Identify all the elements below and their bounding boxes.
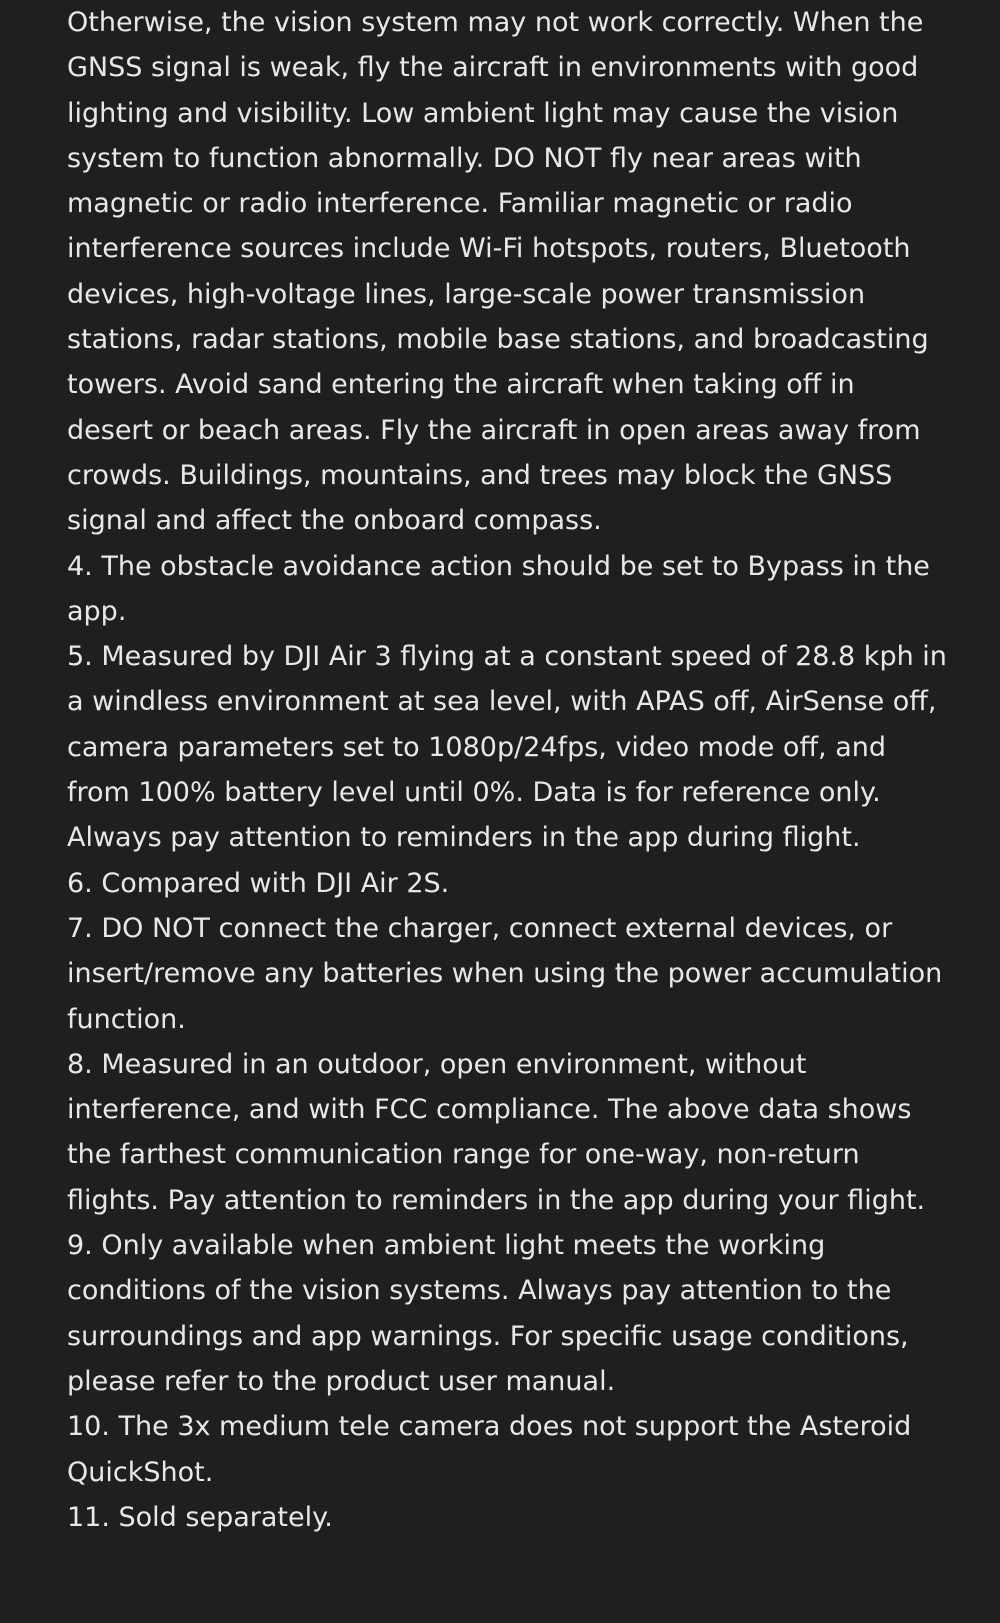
footnote-7: 7. DO NOT connect the charger, connect external devices, or insert/remove any batteries when using the power accumulation function.: [67, 912, 943, 1035]
footnote-continuation: Otherwise, the vision system may not work correctly. When the GNSS signal is weak, fly the aircraft in environments with good lighting and visibility. Low ambient light may cause the vision system to function abnormally. DO NOT fly near areas with magnetic or radio interference. Familiar magnetic or radio interference sources include Wi-Fi hotspots, routers, Bluetooth devices, high-voltage lines, large-scale power transmission stations, radar stations, mobile base stations, and broadcasting towers. Avoid sand entering the aircraft when taking off in desert or beach areas. Fly the aircraft in open areas away from crowds. Buildings, mountains, and trees may block the GNSS signal and affect the onboard compass.: [67, 7, 929, 537]
footnote-5: 5. Measured by DJI Air 3 flying at a constant speed of 28.8 kph in a windless environment at sea level, with APAS off, AirSense off, camera parameters set to 1080p/24fps, video mode off, and from 100% battery level until 0%. Data is for reference only. Always pay attention to reminders in the app during flight.: [67, 641, 947, 854]
footnote-10: 10. The 3x medium tele camera does not support the Asteroid QuickShot.: [67, 1411, 912, 1488]
footnote-9: 9. Only available when ambient light meets the working conditions of the vision systems. Always pay attention to the surroundings and app warnings. For specific usage conditions, please refer to the product user manual.: [67, 1230, 909, 1397]
footnote-4: 4. The obstacle avoidance action should be set to Bypass in the app.: [67, 550, 930, 627]
footnote-6: 6. Compared with DJI Air 2S.: [67, 867, 450, 899]
footnote-8: 8. Measured in an outdoor, open environment, without interference, and with FCC compliance. The above data shows the farthest communication range for one-way, non-return flights. Pay attention to reminders in the app during your flight.: [67, 1048, 926, 1216]
footnotes-section: [67, 0, 947, 1540]
footnote-11: 11. Sold separately.: [67, 1501, 333, 1533]
